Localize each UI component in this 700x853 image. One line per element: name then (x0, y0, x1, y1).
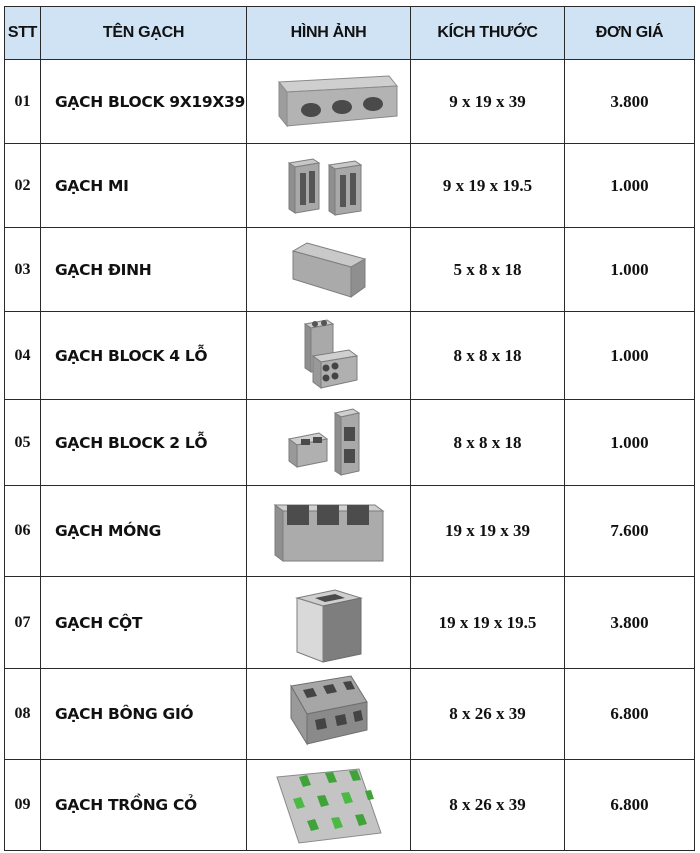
row-size: 5 x 8 x 18 (411, 228, 565, 312)
row-name: GẠCH TRỒNG CỎ (41, 760, 247, 851)
twin-hollow-bricks-icon (247, 151, 410, 221)
row-stt: 08 (5, 669, 41, 760)
row-size: 19 x 19 x 19.5 (411, 577, 565, 669)
two-hole-block-icon (247, 405, 410, 481)
solid-brick-icon (247, 237, 410, 303)
row-price: 3.800 (565, 60, 695, 144)
row-price: 6.800 (565, 669, 695, 760)
row-name: GẠCH MÓNG (41, 486, 247, 577)
four-hole-block-icon (247, 316, 410, 396)
row-price: 1.000 (565, 228, 695, 312)
table-row (5, 760, 695, 851)
row-image (247, 669, 411, 760)
table-row (5, 144, 695, 228)
table-row (5, 577, 695, 669)
table-row (5, 228, 695, 312)
row-name: GẠCH CỘT (41, 577, 247, 669)
row-size: 8 x 26 x 39 (411, 760, 565, 851)
row-image (247, 400, 411, 486)
row-stt: 05 (5, 400, 41, 486)
breeze-block-icon (247, 672, 410, 756)
row-size: 8 x 8 x 18 (411, 312, 565, 400)
row-size: 8 x 8 x 18 (411, 400, 565, 486)
row-image (247, 760, 411, 851)
row-name: GẠCH BLOCK 2 LỖ (41, 400, 247, 486)
row-price: 1.000 (565, 144, 695, 228)
row-name: GẠCH ĐINH (41, 228, 247, 312)
row-image (247, 228, 411, 312)
row-size: 19 x 19 x 39 (411, 486, 565, 577)
table-row (5, 669, 695, 760)
row-price: 1.000 (565, 312, 695, 400)
row-image (247, 144, 411, 228)
table-row (5, 400, 695, 486)
table-row (5, 312, 695, 400)
row-stt: 09 (5, 760, 41, 851)
header-row (5, 7, 695, 60)
header-price: ĐƠN GIÁ (565, 7, 695, 60)
hollow-block-flat-icon (247, 70, 410, 134)
row-image (247, 60, 411, 144)
header-image: HÌNH ẢNH (247, 7, 411, 60)
table-row (5, 486, 695, 577)
row-image (247, 577, 411, 669)
row-size: 9 x 19 x 39 (411, 60, 565, 144)
row-image (247, 312, 411, 400)
brick-price-table (4, 6, 695, 851)
row-price: 7.600 (565, 486, 695, 577)
row-image (247, 486, 411, 577)
row-stt: 07 (5, 577, 41, 669)
row-name: GẠCH MI (41, 144, 247, 228)
row-size: 8 x 26 x 39 (411, 669, 565, 760)
header-stt: STT (5, 7, 41, 60)
grass-paver-icon (247, 763, 410, 847)
row-price: 3.800 (565, 577, 695, 669)
column-block-icon (247, 580, 410, 666)
header-name: TÊN GẠCH (41, 7, 247, 60)
row-stt: 04 (5, 312, 41, 400)
row-size: 9 x 19 x 19.5 (411, 144, 565, 228)
row-stt: 03 (5, 228, 41, 312)
row-name: GẠCH BLOCK 9X19X39 (41, 60, 247, 144)
row-stt: 02 (5, 144, 41, 228)
row-price: 6.800 (565, 760, 695, 851)
row-stt: 01 (5, 60, 41, 144)
foundation-block-icon (247, 495, 410, 567)
header-size: KÍCH THƯỚC (411, 7, 565, 60)
row-stt: 06 (5, 486, 41, 577)
row-name: GẠCH BLOCK 4 LỖ (41, 312, 247, 400)
table-row (5, 60, 695, 144)
row-price: 1.000 (565, 400, 695, 486)
row-name: GẠCH BÔNG GIÓ (41, 669, 247, 760)
